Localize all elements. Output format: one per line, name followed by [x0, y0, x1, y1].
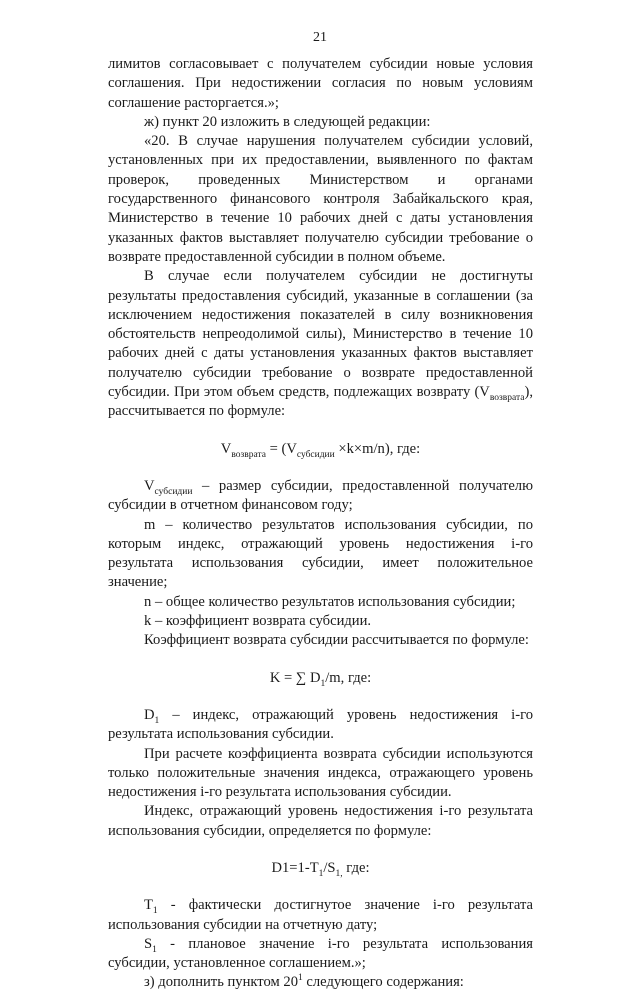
text-run: – размер субсидии, предоставленной получателю субсидии в отчетном финансовом году; [108, 477, 533, 514]
text-run: D [144, 706, 155, 723]
text-run: – индекс, отражающий уровень недостижения i-го результата использования субсидии. [108, 706, 533, 743]
page-number: 21 [313, 30, 327, 45]
definition-t1 [108, 896, 533, 935]
paragraph-limits: лимитов согласовывает с получателем субсидии новые условия соглашения. При недостижении согласия по новым условиям соглашение расторгается.»; [108, 56, 533, 111]
text-run: В случае если получателем субсидии не достигнуты результаты предоставления субсидий, указанные в соглашении (за исключением недостижения показателей в силу возникновения обстоятельств непреодолимой силы), Министерство в течение 10 рабочих дней с даты установления указанных фактов выставляет получателю субсидии требование о возврате предоставленной субсидии. При этом объем средств, подлежащих возврату (V [108, 268, 533, 401]
subscript: 1 [152, 944, 157, 955]
definition-n: n – общее количество результатов использования субсидии; [144, 593, 516, 610]
formula-part: V [220, 440, 232, 457]
text-run: - фактически достигнутое значение i-го результата использования субсидии на отчетную дату; [108, 897, 533, 933]
paragraph-results-not-achieved [108, 267, 533, 421]
subscript: субсидии [154, 486, 193, 497]
subscript: возврата [231, 449, 266, 460]
formula-coefficient [108, 669, 533, 688]
definition-d1 [108, 706, 533, 745]
definition-v-subsidy [108, 477, 533, 516]
paragraph-item-zh: ж) пункт 20 изложить в следующей редакции: [144, 113, 431, 130]
subscript: 1 [154, 715, 160, 726]
formula-part: D1=1-T [271, 859, 319, 876]
subscript: 1 [318, 868, 324, 879]
paragraph-item-z [108, 973, 533, 992]
text-run: следующего содержания: [302, 974, 464, 991]
formula-index [108, 859, 533, 878]
subscript: 1 [152, 906, 158, 917]
text-run: S [144, 935, 153, 952]
subscript: 1, [335, 868, 343, 879]
text-run: ), рассчитывается по формуле: [108, 384, 533, 420]
formula-part: = (V [265, 440, 297, 457]
formula-part: где: [342, 859, 370, 876]
paragraph-positive-values: При расчете коэффициента возврата субсидии используются только положительные значения индекса, отражающего уровень недостижения i-го результата использования субсидии. [108, 745, 533, 801]
formula-part: ×k×m/n), где: [334, 440, 421, 457]
subscript: 1 [320, 678, 326, 689]
definition-m: m – количество результатов использования субсидии, по которым индекс, отражающий уровень недостижения i-го результата использования субсидии, имеет положительное значение; [108, 516, 533, 591]
formula-part: K = ∑ D [269, 669, 321, 686]
paragraph-coefficient-formula-intro: Коэффициент возврата субсидии рассчитывается по формуле: [144, 632, 529, 649]
document-body [108, 55, 533, 993]
formula-part: /S [323, 859, 336, 876]
text-run: T [144, 897, 153, 914]
definition-k: k – коэффициент возврата субсидии. [144, 613, 372, 630]
text-run: - плановое значение i-го результата использования субсидии, установленное соглашением.»; [108, 935, 533, 972]
text-run: V [144, 477, 155, 494]
formula-part: /m, где: [325, 669, 372, 686]
paragraph-point-20: «20. В случае нарушения получателем субсидии условий, установленных при их предоставлении, выявленного по фактам проверок, проведенных Министерством и органами государственного финансового контроля Забайкальского края, Министерство в течение 10 рабочих дней с даты установления указанных фактов выставляет получателю субсидии требование о возврате предоставленной субсидии в полном объеме. [108, 133, 533, 265]
definition-s1 [108, 935, 533, 974]
subscript: возврата [489, 392, 525, 403]
subscript: субсидии [296, 449, 335, 460]
text-run: з) дополнить пунктом 20 [144, 974, 298, 991]
formula-return-volume [108, 440, 533, 459]
paragraph-index-formula-intro: Индекс, отражающий уровень недостижения i-го результата использования субсидии, определяется по формуле: [108, 803, 533, 839]
superscript: 1 [298, 973, 303, 984]
